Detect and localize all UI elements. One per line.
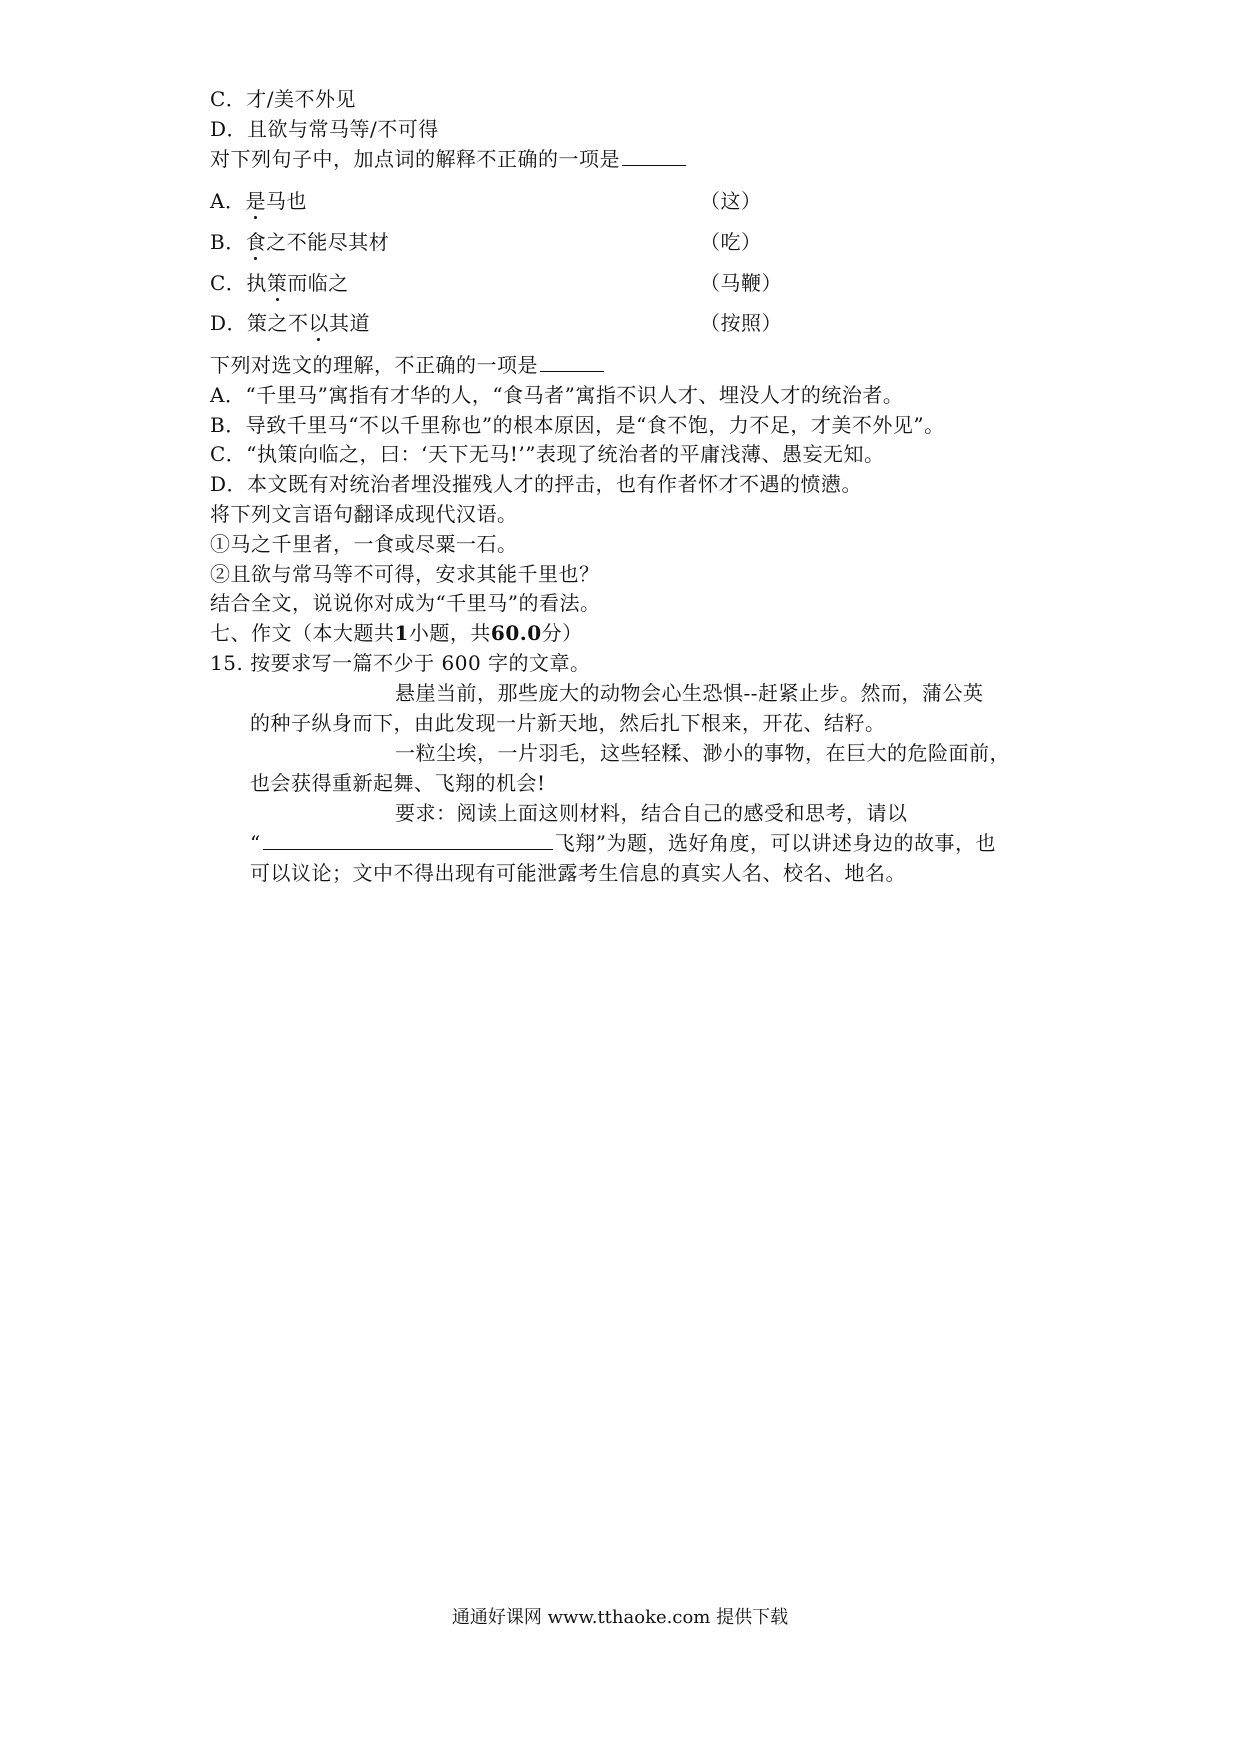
understand-option-c: C．“执策向临之，曰：‘天下无马!’”表现了统治者的平庸浅薄、愚妄无知。	[210, 442, 885, 466]
prev-option-d: D．且欲与常马等/不可得	[210, 117, 439, 141]
question-opinion: 结合全文，说说你对成为“千里马”的看法。	[210, 591, 601, 615]
prev-option-c: C．才/美不外见	[210, 87, 357, 111]
stem-text: 对下列句子中，加点词的解释不正确的一项是	[210, 147, 620, 171]
question-15-stem: 15. 按要求写一篇不少于 600 字的文章。	[210, 651, 591, 675]
dotted-word: 是	[245, 189, 266, 213]
gloss: （按照）	[700, 311, 782, 335]
answer-blank	[622, 147, 686, 166]
gloss: （吃）	[700, 230, 762, 254]
requirement-line2: “ 飞翔”为题，选好角度，可以讲述身边的故事，也	[250, 831, 996, 855]
material-para1-line2: 的种子纵身而下，由此发现一片新天地，然后扎下根来，开花、结籽。	[250, 711, 886, 735]
gloss: （马鞭）	[700, 271, 782, 295]
translate-item-1: ①马之千里者，一食或尽粟一石。	[210, 532, 518, 556]
question-translate-stem: 将下列文言语句翻译成现代汉语。	[210, 502, 518, 526]
question-understand-stem	[210, 352, 604, 378]
dotted-word: 策	[266, 271, 288, 295]
explain-option-d: D．策之不以其道 （按照）	[210, 311, 782, 335]
dotted-word: 食	[245, 230, 267, 254]
material-para2-line1: 一粒尘埃，一片羽毛，这些轻糅、渺小的事物，在巨大的危险面前，	[395, 741, 1010, 765]
answer-blank	[540, 353, 604, 372]
material-para2-line2: 也会获得重新起舞、飞翔的机会!	[250, 771, 546, 795]
explain-option-b: B．食之不能尽其材 （吃）	[210, 230, 762, 254]
dotted-word: 以	[308, 311, 330, 335]
title-blank	[263, 831, 553, 850]
stem-text: 下列对选文的理解，不正确的一项是	[210, 353, 538, 377]
material-para1-line1: 悬崖当前，那些庞大的动物会心生恐惧--赶紧止步。然而，蒲公英	[395, 681, 984, 705]
gloss: （这）	[700, 189, 762, 213]
requirement-line1: 要求：阅读上面这则材料，结合自己的感受和思考，请以	[395, 801, 908, 825]
understand-option-b: B．导致千里马“不以千里称也”的根本原因，是“食不饱，力不足，才美不外见”。	[210, 413, 945, 437]
requirement-line3: 可以议论；文中不得出现有可能泄露考生信息的真实人名、校名、地名。	[250, 861, 906, 885]
explain-option-c: C．执策而临之 （马鞭）	[210, 271, 782, 295]
translate-item-2: ②且欲与常马等不可得，安求其能千里也？	[210, 562, 600, 586]
understand-option-d: D．本文既有对统治者埋没摧残人才的抨击，也有作者怀才不遇的愤懑。	[210, 472, 863, 496]
understand-option-a: A．“千里马”寓指有才华的人，“食马者”寓指不识人才、埋没人才的统治者。	[210, 383, 904, 407]
explain-option-a: A．是马也 （这）	[210, 189, 762, 213]
section-heading: 七、作文（本大题共1小题，共60.0分）	[210, 621, 583, 645]
page-footer: 通通好课网 www.tthaoke.com 提供下载	[451, 1607, 789, 1628]
question-explain-stem	[210, 146, 686, 172]
